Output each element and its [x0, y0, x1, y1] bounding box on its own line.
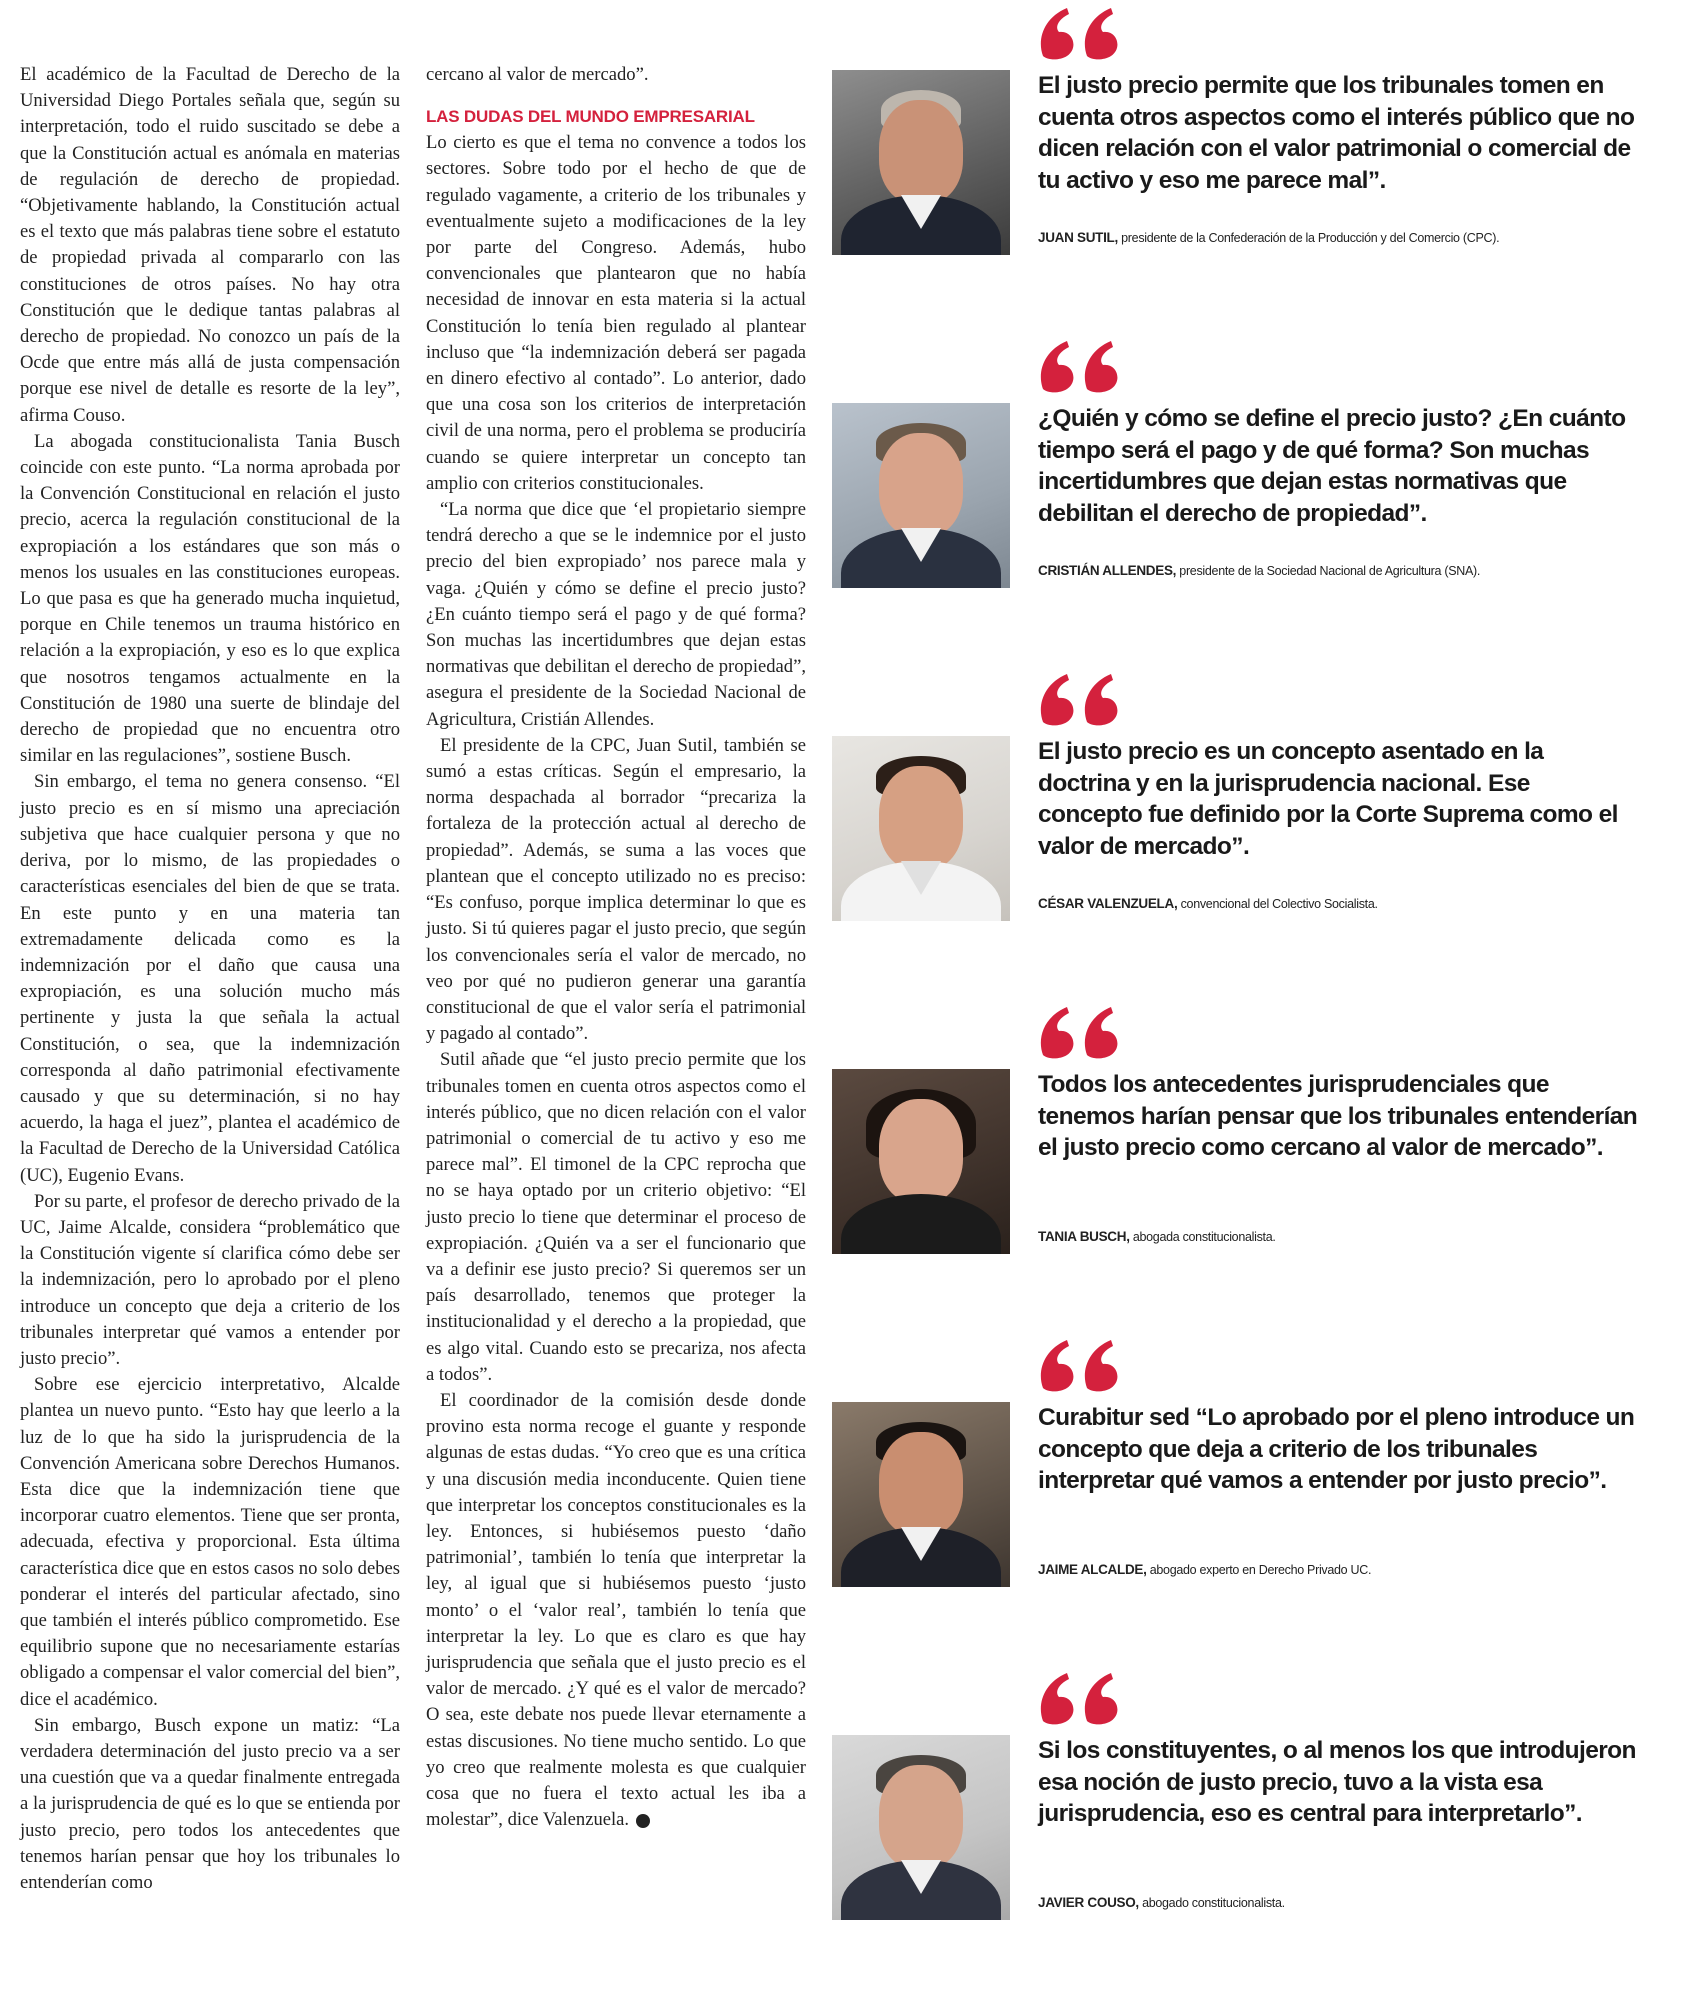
article-column-1: [20, 62, 400, 1896]
paragraph: “La norma que dice que ‘el propietario siempre tendrá derecho a que se le indemnice por el justo precio del bien expropiado’ nos parece mala y vaga. ¿Quién y cómo se define el precio justo? ¿En cuánto tiempo será el pago y de qué forma? Son muchas las incertidumbres que dejan estas normativas que debilitan el derecho de propiedad”, asegura el presidente de la Sociedad Nacional de Agricultura, Cristián Allendes.: [426, 499, 806, 730]
quote-mark-icon: [1037, 0, 1127, 60]
paragraph: El académico de la Facultad de Derecho de la Universidad Diego Portales señala que, según su interpretación, todo el ruido suscitado se debe a que la Constitución actual es anómala en materias de regulación de derecho de propiedad. “Objetivamente hablando, la Constitución actual es el texto que más palabras tiene sobre el estatuto de propiedad privada al compararlo con las constituciones de otros países. No hay otra Constitución que le dedique tantas palabras al derecho de propiedad. No conozco un país de la Ocde que entre más allá de justa compensación porque ese nivel de detalle es resorte de la ley”, afirma Couso.: [20, 64, 400, 426]
quote-author: TANIA BUSCH,: [1038, 1229, 1130, 1244]
paragraph: Sutil añade que “el justo precio permite que los tribunales tomen en cuenta otros aspectos como el interés público, que no dicen relación con el valor patrimonial o comercial de tu activo y eso me parece mal”. El timonel de la CPC reprocha que no se haya optado por un criterio objetivo: “El justo precio lo tiene que determinar el proceso de expropiación. ¿Quién va a ser el funcionario que va a definir ese justo precio? Si queremos ser un país desarrollado, tenemos que proteger la institucionalidad y el derecho a la propiedad, que es algo vital. Cuando esto se precariza, nos afecta a todos”.: [426, 1049, 806, 1385]
paragraph-text: El coordinador de la comisión desde donde provino esta norma recoge el guante y responde algunas de estas dudas. “Yo creo que es una crítica y una discusión media inconducente. Quien tiene que interpretar los conceptos constitucionales es la ley. Entonces, si hubiésemos puesto ‘daño patrimonial’, también lo tenía que interpretar la ley, al igual que si hubiésemos puesto ‘justo monto’ o el ‘valor real’, también lo tenía que interpretar la ley. Lo que es claro es que hay jurisprudencia que señala que el justo precio es el valor de mercado. ¿Y qué es el valor de mercado? O sea, este debate nos puede llevar eternamente a estas discusiones. No tiene mucho sentido. Lo que yo creo que realmente molesta es que cualquier cosa que no fuera el texto actual les iba a molestar”, dice Valenzuela.: [426, 1389, 806, 1831]
quote-author-role: presidente de la Confederación de la Producción y del Comercio (CPC).: [1121, 231, 1500, 245]
quote-author-role: abogado constitucionalista.: [1142, 1896, 1285, 1910]
portrait-photo: [832, 403, 1010, 588]
quote-attribution: [1038, 230, 1658, 245]
quote-block-alcalde: [832, 1332, 1652, 1632]
quote-author: CÉSAR VALENZUELA,: [1038, 896, 1178, 911]
paragraph: Sin embargo, el tema no genera consenso. “El justo precio es en sí mismo una apreciación subjetiva que hace cualquier persona y que no deriva, por lo mismo, de las propiedades o características esenciales del bien de que se trata. En este punto y en una materia tan extremadamente delicada como es la indemnización por el daño que causa una expropiación, es una solución mucho más pertinente y justa la que señala la actual Constitución, o sea, que la indemnización corresponda al daño patrimonial efectivamente causado y que su determinación, si no hay acuerdo, la haga el juez”, plantea el académico de la Facultad de Derecho de la Universidad Católica (UC), Eugenio Evans.: [20, 771, 400, 1186]
quote-text: Todos los antecedentes jurisprudenciales que tenemos harían pensar que los tribunales entenderían el justo precio como cercano al valor de mercado”.: [1038, 1071, 1638, 1161]
quote-attribution: [1038, 896, 1658, 911]
quote-mark-icon: [1037, 999, 1127, 1059]
article-column-2: [426, 62, 806, 1833]
quote-block-sutil: [832, 0, 1652, 300]
portrait-photo: [832, 1069, 1010, 1254]
quote-mark-icon: [1037, 1665, 1127, 1725]
portrait-photo: [832, 1402, 1010, 1587]
paragraph: Por su parte, el profesor de derecho privado de la UC, Jaime Alcalde, considera “problemático que la Constitución vigente sí clarifica cómo debe ser la indemnización, pero lo aprobado por el pleno introduce un concepto que deja a criterio de los tribunales interpretar qué vamos a entender por justo precio”.: [20, 1190, 400, 1369]
quote-author: CRISTIÁN ALLENDES,: [1038, 563, 1177, 578]
quote-block-valenzuela: [832, 666, 1652, 966]
quote-author-role: convencional del Colectivo Socialista.: [1180, 897, 1378, 911]
quote-author: JAIME ALCALDE,: [1038, 1562, 1147, 1577]
quote-mark-icon: [1037, 666, 1127, 726]
paragraph: cercano al valor de mercado”.: [426, 64, 649, 85]
quote-author-role: presidente de la Sociedad Nacional de Agricultura (SNA).: [1179, 564, 1481, 578]
quote-attribution: [1038, 1229, 1658, 1244]
paragraph: El presidente de la CPC, Juan Sutil, también se sumó a estas críticas. Según el empresario, la norma despachada al borrador “precariza la fortaleza de la protección actual al derecho de propiedad”. Además, se suma a las voces que plantean que el concepto utilizado no es preciso: “Es confuso, porque implica determinar lo que es justo. Si tú quieres pagar el justo precio, que según los convencionales sería el valor de mercado, no veo por qué no pudieron generar una garantía constitucional de que el valor sería el patrimonial y pagado al contado”.: [426, 734, 806, 1045]
quote-text: Curabitur sed “Lo aprobado por el pleno introduce un concepto que deja a criterio de los tribunales interpretar qué vamos a entender por justo precio”.: [1038, 1404, 1635, 1494]
paragraph: Lo cierto es que el tema no convence a todos los sectores. Sobre todo por el hecho de que de regulado vagamente, a criterio de los tribunales y eventualmente sujeto a modificaciones de la ley por parte del Congreso. Además, hubo convencionales que plantearon que no había necesidad de innovar en esta materia si la actual Constitución lo tenía bien regulado al plantear incluso que “la indemnización deberá ser pagada en dinero efectivo al contado”. Lo anterior, dado que una cosa son los criterios de interpretación civil de una norma, pero el problema se produciría cuando se quiere interpretar un concepto tan amplio con criterios constitucionales.: [426, 132, 806, 494]
quote-text: El justo precio es un concepto asentado en la doctrina y en la jurisprudencia nacional. Ese concepto fue definido por la Corte Suprema como el valor de mercado”.: [1038, 738, 1618, 860]
quote-text: El justo precio permite que los tribunales tomen en cuenta otros aspectos como el interés público que no dicen relación con el valor patrimonial o comercial de tu activo y eso me parece mal”.: [1038, 72, 1635, 194]
quote-attribution: [1038, 1895, 1658, 1910]
quote-mark-icon: [1037, 1332, 1127, 1392]
paragraph: La abogada constitucionalista Tania Busch coincide con este punto. “La norma aprobada por la Convención Constitucional en relación el justo precio, acerca la regulación constitucional de la expropiación a los estándares que son más o menos los usuales en las constituciones europeas. Lo que pasa es que ha generado mucha inquietud, porque en Chile tenemos un trauma histórico en relación a la expropiación, y eso es lo que explica que nosotros tengamos actualmente en la Constitución de 1980 una suerte de blindaje del derecho de propiedad que no encuentra otro similar en las regulaciones”, sostiene Busch.: [20, 430, 400, 767]
paragraph: [426, 1388, 806, 1833]
section-subhead: LAS DUDAS DEL MUNDO EMPRESARIAL: [426, 107, 755, 127]
quote-block-busch: [832, 999, 1652, 1299]
end-of-article-icon: P: [636, 1814, 650, 1828]
paragraph: Sin embargo, Busch expone un matiz: “La verdadera determinación del justo precio va a ser una cuestión que va a quedar finalmente entregada a la jurisprudencia de qué es lo que se entienda por justo precio, pero todos los antecedentes que tenemos harían pensar que hoy los tribunales lo entenderían como: [20, 1714, 400, 1894]
quote-author: JAVIER COUSO,: [1038, 1895, 1139, 1910]
quote-attribution: [1038, 563, 1658, 578]
quote-block-couso: [832, 1665, 1652, 1965]
quote-author-role: abogado experto en Derecho Privado UC.: [1149, 1563, 1372, 1577]
quote-attribution: [1038, 1562, 1658, 1577]
portrait-photo: [832, 1735, 1010, 1920]
quote-author: JUAN SUTIL,: [1038, 230, 1118, 245]
quote-text: ¿Quién y cómo se define el precio justo? ¿En cuánto tiempo será el pago y de qué forma? Son muchas incertidumbres que dejan estas normativas que debilitan el derecho de propiedad”.: [1038, 405, 1626, 527]
quote-author-role: abogada constitucionalista.: [1132, 1230, 1276, 1244]
quote-text: Si los constituyentes, o al menos los que introdujeron esa noción de justo precio, tuvo a la vista esa jurisprudencia, eso es central para interpretarlo”.: [1038, 1737, 1636, 1827]
portrait-photo: [832, 70, 1010, 255]
portrait-photo: [832, 736, 1010, 921]
paragraph: Sobre ese ejercicio interpretativo, Alcalde plantea un nuevo punto. “Esto hay que leerlo a la luz de lo que ha sido la jurisprudencia de la Convención Americana sobre Derechos Humanos. Esta dice que la indemnización tiene que incorporar cuatro elementos. Tiene que ser pronta, adecuada, efectiva y proporcional. Esta última característica dice que en estos casos no solo debes ponderar el interés del particular afectado, sino que también el interés público comprometido. Ese equilibrio supone que no necesariamente estarías obligado a compensar el valor comercial del bien”, dice el académico.: [20, 1374, 400, 1710]
quote-block-allendes: [832, 333, 1652, 633]
quote-mark-icon: [1037, 333, 1127, 393]
